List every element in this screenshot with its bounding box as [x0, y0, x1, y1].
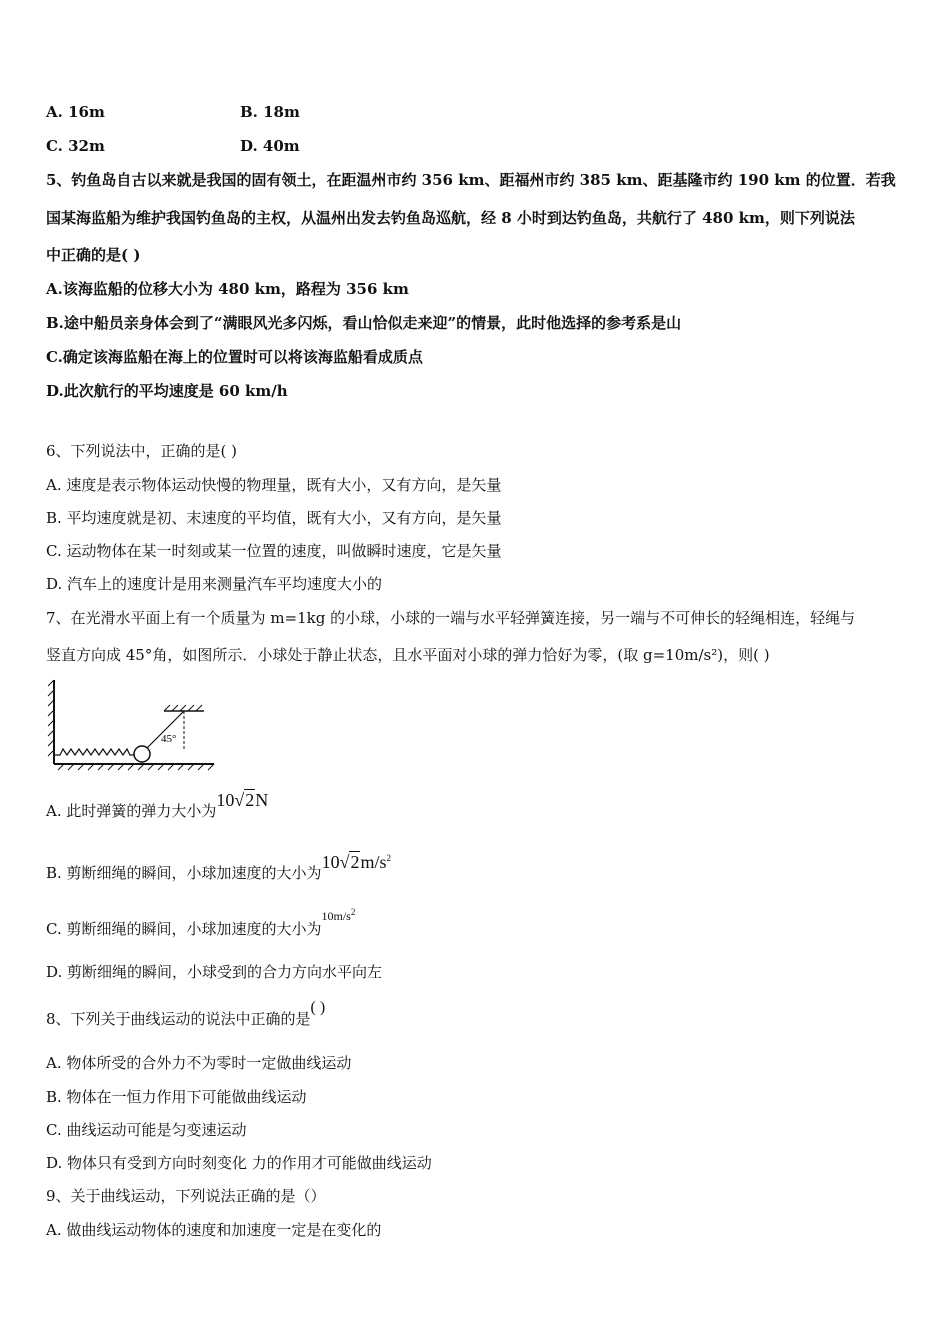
q5-option-a: A.该海监船的位移大小为 480 km，路程为 356 km: [46, 280, 409, 298]
angle-label: 45°: [161, 733, 177, 745]
formula-unit: N: [255, 790, 269, 810]
q8-option-b: B. 物体在一恒力作用下可能做曲线运动: [46, 1088, 307, 1106]
formula-coefficient: 10: [216, 790, 235, 810]
formula-value: 10m/s: [321, 909, 351, 923]
q6-stem: 6、下列说法中，正确的是( ): [46, 442, 238, 460]
formula-radicand: 2: [350, 852, 360, 872]
q7-option-c-formula: [321, 909, 355, 923]
spring: [54, 749, 134, 755]
q7-stem-line2: 竖直方向成 45°角，如图所示．小球处于静止状态，且水平面对小球的弹力恰好为零，(取 g=10m/s²)，则( ): [46, 646, 770, 664]
q5-option-c: C.确定该海监船在海上的位置时可以将该海监船看成质点: [46, 348, 423, 366]
q8-answer-paren: ( ): [310, 999, 326, 1016]
q6-option-c: C. 运动物体在某一时刻或某一位置的速度，叫做瞬时速度，它是矢量: [46, 542, 502, 560]
ceiling-hatching: [164, 705, 202, 711]
q9-option-a: A. 做曲线运动物体的速度和加速度一定是在变化的: [46, 1221, 382, 1239]
spring-ball-diagram: [46, 678, 218, 772]
q5-option-d: D.此次航行的平均速度是 60 km/h: [46, 382, 288, 400]
q6-option-a: A. 速度是表示物体运动快慢的物理量，既有大小，又有方向，是矢量: [46, 476, 502, 494]
q7-option-a: [46, 790, 269, 821]
formula-unit: m/s: [360, 852, 387, 872]
q5-stem-line2: 国某海监船为维护我国钓鱼岛的主权，从温州出发去钓鱼岛巡航，经 8 小时到达钓鱼岛，共航行了 480 km，则下列说法: [46, 209, 855, 227]
q7-stem-line1: 7、在光滑水平面上有一个质量为 m=1kg 的小球，小球的一端与水平轻弹簧连接，另一端与不可伸长的轻绳相连，轻绳与: [46, 609, 856, 627]
q5-stem-line3: 中正确的是( ): [46, 246, 141, 264]
q5-stem-line1: 5、钓鱼岛自古以来就是我国的固有领土，在距温州市约 356 km、距福州市约 385 km、距基隆市约 190 km 的位置．若我: [46, 171, 896, 189]
q4-option-b: B. 18m: [240, 103, 300, 121]
q6-option-d: D. 汽车上的速度计是用来测量汽车平均速度大小的: [46, 575, 383, 593]
q8-stem: [46, 999, 326, 1030]
q4-option-d: D. 40m: [240, 137, 300, 155]
formula-exponent: 2: [386, 853, 391, 863]
q4-option-a: A. 16m: [46, 103, 105, 121]
q8-option-a: A. 物体所受的合外力不为零时一定做曲线运动: [46, 1054, 352, 1072]
q9-stem: 9、关于曲线运动，下列说法正确的是（）: [46, 1187, 326, 1205]
q6-option-b: B. 平均速度就是初、末速度的平均值，既有大小，又有方向，是矢量: [46, 509, 502, 527]
q7-option-c-text: C. 剪断细绳的瞬间，小球加速度的大小为: [46, 920, 322, 938]
q5-option-b: B.途中船员亲身体会到了“满眼风光多闪烁，看山恰似走来迎”的情景，此时他选择的参考系是山: [46, 314, 682, 332]
q7-option-b-formula: $10√2m/s^2$: [321, 852, 391, 872]
q8-option-d: D. 物体只有受到方向时刻变化 力的作用才可能做曲线运动: [46, 1154, 432, 1172]
q7-option-a-formula: 10√2N: [216, 790, 269, 810]
formula-exponent: 2: [350, 907, 356, 917]
formula-coefficient: 10: [321, 852, 340, 872]
q7-option-b-text: B. 剪断细绳的瞬间，小球加速度的大小为: [46, 864, 322, 882]
q4-option-c: C. 32m: [46, 137, 105, 155]
q7-option-d: D. 剪断细绳的瞬间，小球受到的合力方向水平向左: [46, 963, 383, 981]
formula-radicand: 2: [245, 790, 255, 810]
q8-option-c: C. 曲线运动可能是匀变速运动: [46, 1121, 247, 1139]
q7-option-c: [46, 907, 356, 940]
ball: [134, 746, 150, 762]
q7-option-b: [46, 852, 391, 883]
q8-stem-text: 8、下列关于曲线运动的说法中正确的是: [46, 1010, 311, 1028]
q7-option-a-text: A. 此时弹簧的弹力大小为: [46, 802, 217, 820]
